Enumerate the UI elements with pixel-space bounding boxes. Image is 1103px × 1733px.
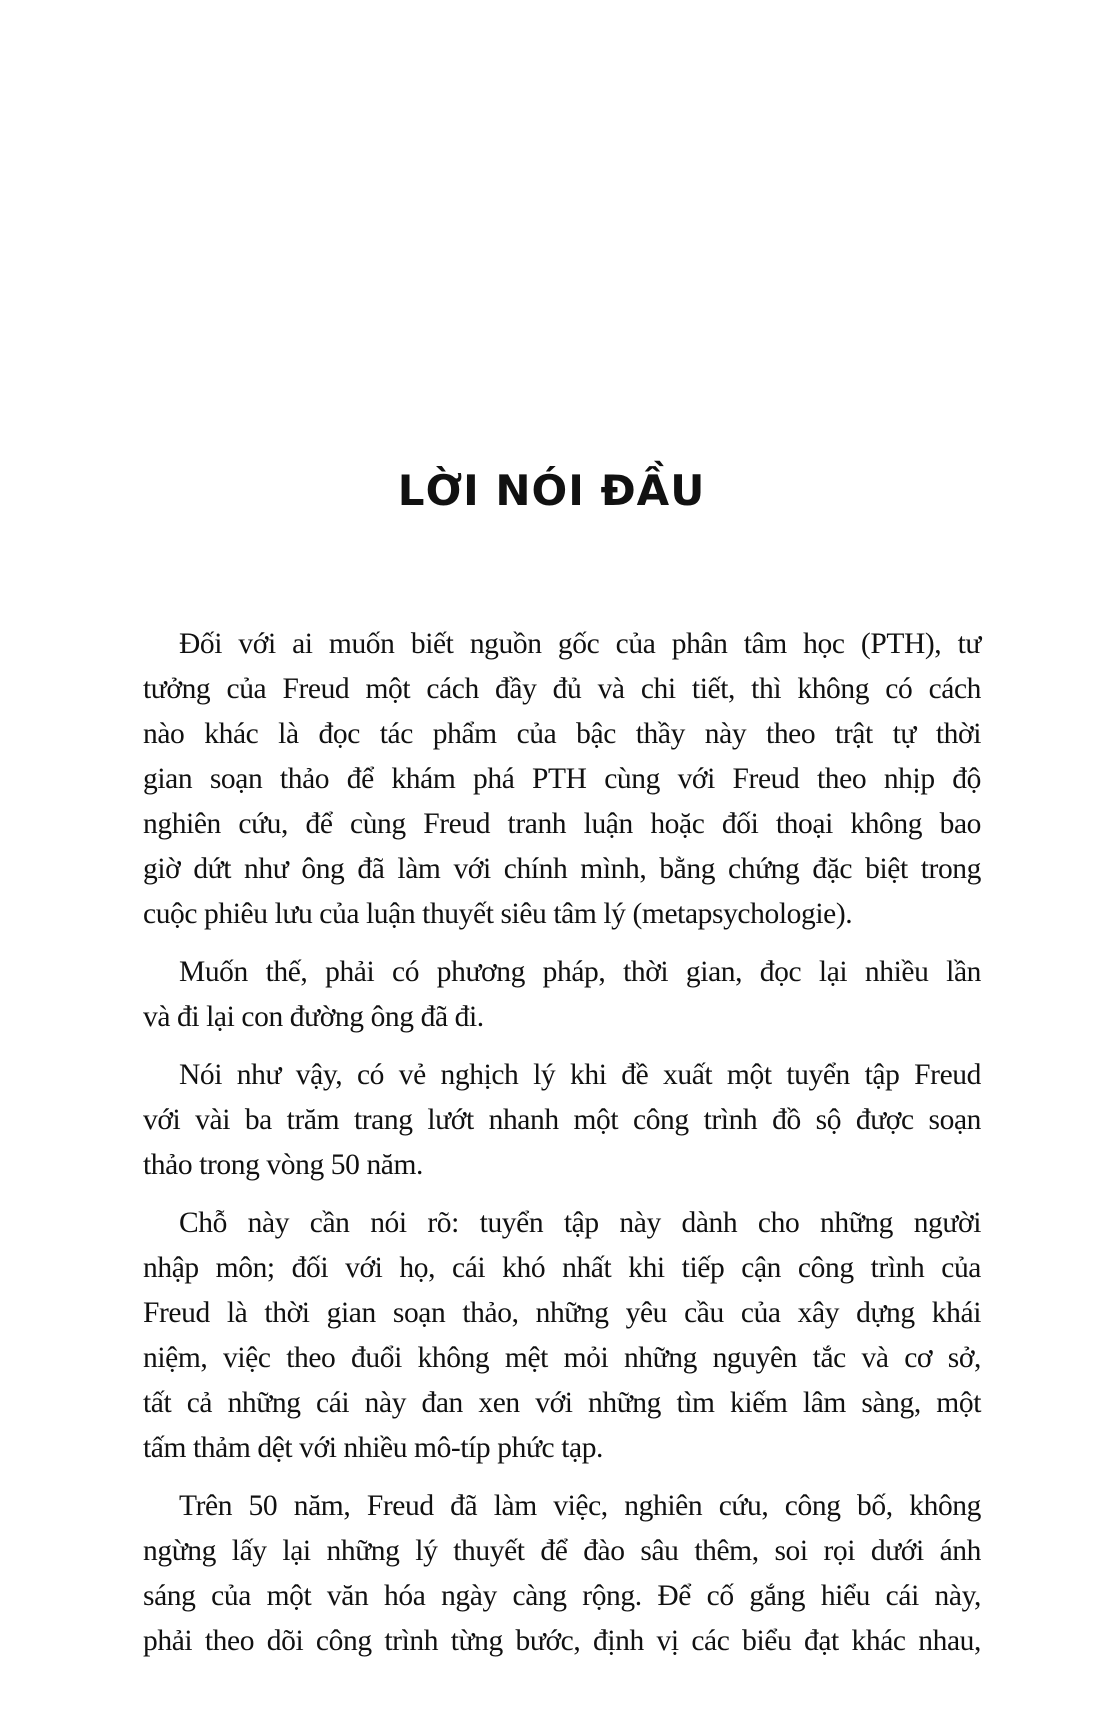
- text-line: Freud là thời gian soạn thảo, những yêu cầu của xây dựng khái: [143, 1297, 981, 1329]
- text-line: tưởng của Freud một cách đầy đủ và chi tiết, thì không có cách: [143, 673, 981, 705]
- text-line: và đi lại con đường ông đã đi.: [143, 1001, 484, 1033]
- paragraph: [143, 622, 981, 937]
- page-title: LỜI NÓI ĐẦU: [397, 466, 706, 516]
- text-line: sáng của một văn hóa ngày càng rộng. Để cố gắng hiểu cái này,: [143, 1580, 981, 1612]
- text-line: giờ dứt như ông đã làm với chính mình, bằng chứng đặc biệt trong: [143, 853, 981, 885]
- text-line: Muốn thế, phải có phương pháp, thời gian, đọc lại nhiều lần: [179, 956, 981, 988]
- text-line: Nói như vậy, có vẻ nghịch lý khi đề xuất một tuyển tập Freud: [179, 1059, 981, 1091]
- text-line: Đối với ai muốn biết nguồn gốc của phân tâm học (PTH), tư: [179, 628, 981, 660]
- text-line: ngừng lấy lại những lý thuyết để đào sâu thêm, soi rọi dưới ánh: [143, 1535, 981, 1567]
- text-line: thảo trong vòng 50 năm.: [143, 1149, 424, 1181]
- paragraph: [143, 1201, 981, 1471]
- paragraph: [143, 1484, 981, 1664]
- text-line: với vài ba trăm trang lướt nhanh một công trình đồ sộ được soạn: [143, 1104, 981, 1136]
- text-line: niệm, việc theo đuổi không mệt mỏi những nguyên tắc và cơ sở,: [143, 1342, 981, 1374]
- text-line: nghiên cứu, để cùng Freud tranh luận hoặc đối thoại không bao: [143, 808, 981, 840]
- text-line: nhập môn; đối với họ, cái khó nhất khi tiếp cận công trình của: [143, 1252, 981, 1284]
- document-body: [143, 622, 981, 1677]
- text-line: gian soạn thảo để khám phá PTH cùng với Freud theo nhịp độ: [143, 763, 981, 795]
- text-line: phải theo dõi công trình từng bước, định vị các biểu đạt khác nhau,: [143, 1625, 981, 1657]
- text-line: tấm thảm dệt với nhiều mô-típ phức tạp.: [143, 1432, 604, 1464]
- paragraph: [143, 950, 981, 1040]
- text-line: cuộc phiêu lưu của luận thuyết siêu tâm lý (metapsychologie).: [143, 898, 853, 930]
- text-line: nào khác là đọc tác phẩm của bậc thầy này theo trật tự thời: [143, 718, 981, 750]
- text-line: Chỗ này cần nói rõ: tuyển tập này dành cho những người: [179, 1207, 981, 1239]
- text-line: Trên 50 năm, Freud đã làm việc, nghiên cứu, công bố, không: [179, 1490, 981, 1522]
- text-line: tất cả những cái này đan xen với những tìm kiếm lâm sàng, một: [143, 1387, 981, 1419]
- paragraph: [143, 1053, 981, 1188]
